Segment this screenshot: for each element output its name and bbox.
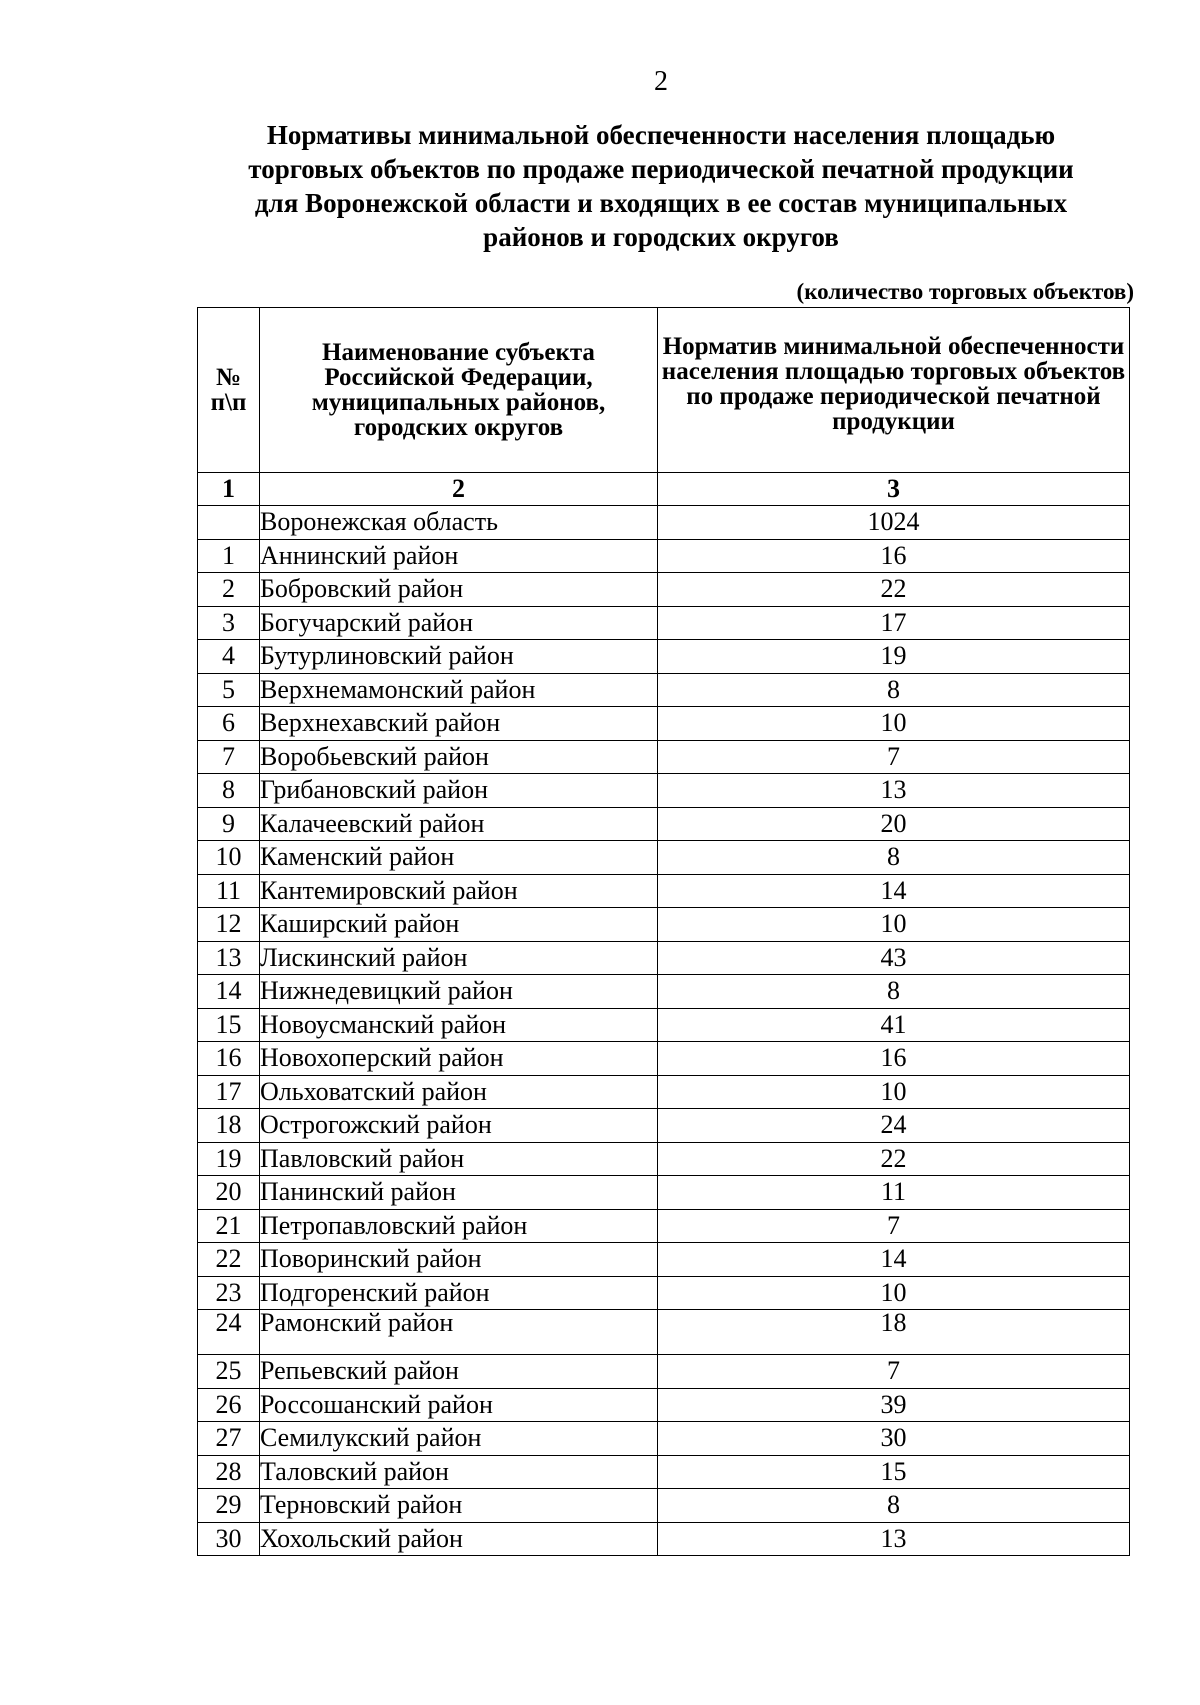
row-name: Новоусманский район: [260, 1008, 658, 1042]
table-row: [198, 1310, 1130, 1355]
table-header-row: [198, 308, 1130, 473]
row-number: 14: [198, 975, 260, 1009]
column-index-row: [198, 473, 1130, 506]
table-row: [198, 1008, 1130, 1042]
table-row: [198, 1355, 1130, 1389]
table-row: [198, 841, 1130, 875]
table-row: [198, 908, 1130, 942]
table-row: [198, 1276, 1130, 1310]
table-row: [198, 807, 1130, 841]
row-value: 16: [658, 1042, 1130, 1076]
row-name: Лискинский район: [260, 941, 658, 975]
row-number: 8: [198, 774, 260, 808]
table-row: [198, 1522, 1130, 1556]
row-value: 13: [658, 1522, 1130, 1556]
table-row: [198, 1176, 1130, 1210]
table-row: [198, 1489, 1130, 1523]
row-number: 21: [198, 1209, 260, 1243]
row-value: 41: [658, 1008, 1130, 1042]
row-name: Россошанский район: [260, 1388, 658, 1422]
row-value: 10: [658, 908, 1130, 942]
column-index: 2: [260, 473, 658, 506]
row-value: 10: [658, 707, 1130, 741]
row-value: 30: [658, 1422, 1130, 1456]
row-name: Каширский район: [260, 908, 658, 942]
row-value: 10: [658, 1276, 1130, 1310]
row-number: 6: [198, 707, 260, 741]
row-name: Острогожский район: [260, 1109, 658, 1143]
row-name: Петропавловский район: [260, 1209, 658, 1243]
row-value: 13: [658, 774, 1130, 808]
table-row: [198, 1109, 1130, 1143]
header-number: № п\п: [198, 308, 260, 473]
row-name: Грибановский район: [260, 774, 658, 808]
title-line: Нормативы минимальной обеспеченности населения площадью: [266, 120, 1056, 150]
row-number: 12: [198, 908, 260, 942]
table-row: [198, 774, 1130, 808]
title-line: для Воронежской области и входящих в ее состав муниципальных: [254, 188, 1068, 218]
row-name: Аннинский район: [260, 539, 658, 573]
row-name: Репьевский район: [260, 1355, 658, 1389]
table-row: [198, 506, 1130, 540]
row-value: 24: [658, 1109, 1130, 1143]
row-name: Верхнемамонский район: [260, 673, 658, 707]
row-name: Верхнехавский район: [260, 707, 658, 741]
table-row: [198, 740, 1130, 774]
row-name: Поворинский район: [260, 1243, 658, 1277]
row-name: Богучарский район: [260, 606, 658, 640]
row-number: 26: [198, 1388, 260, 1422]
row-name: Воронежская область: [260, 506, 658, 540]
header-norm-text: Норматив минимальной обеспеченности населения площадью торговых объектов по продаже периодической печатной продукции: [661, 333, 1126, 435]
row-name: Каменский район: [260, 841, 658, 875]
row-name: Бутурлиновский район: [260, 640, 658, 674]
table-row: [198, 573, 1130, 607]
row-number: 19: [198, 1142, 260, 1176]
row-number: 20: [198, 1176, 260, 1210]
row-number: 13: [198, 941, 260, 975]
row-number: 3: [198, 606, 260, 640]
row-name: Семилукский район: [260, 1422, 658, 1456]
table-row: [198, 707, 1130, 741]
table-row: [198, 874, 1130, 908]
row-number: 30: [198, 1522, 260, 1556]
row-value: 11: [658, 1176, 1130, 1210]
row-name: Новохоперский район: [260, 1042, 658, 1076]
row-value: 8: [658, 673, 1130, 707]
row-value: 22: [658, 1142, 1130, 1176]
table-row: [198, 1042, 1130, 1076]
row-number: 25: [198, 1355, 260, 1389]
row-value: 8: [658, 841, 1130, 875]
row-number: 23: [198, 1276, 260, 1310]
table-body: [198, 506, 1130, 1556]
table-row: [198, 1455, 1130, 1489]
table-row: [198, 1422, 1130, 1456]
table-row: [198, 606, 1130, 640]
row-number: 10: [198, 841, 260, 875]
row-name: Хохольский район: [260, 1522, 658, 1556]
norms-table: [197, 307, 1130, 1556]
row-value: 1024: [658, 506, 1130, 540]
row-value: 19: [658, 640, 1130, 674]
header-name: Наименование субъекта Российской Федерации, муниципальных районов, городских округов: [260, 308, 658, 473]
table-row: [198, 1209, 1130, 1243]
row-name: Панинский район: [260, 1176, 658, 1210]
row-value: 14: [658, 1243, 1130, 1277]
page-number: 2: [654, 66, 668, 97]
row-number: 5: [198, 673, 260, 707]
header-norm: [658, 308, 1130, 473]
row-number: 16: [198, 1042, 260, 1076]
row-name: Бобровский район: [260, 573, 658, 607]
column-index: 3: [658, 473, 1130, 506]
row-value: 8: [658, 975, 1130, 1009]
row-number: 29: [198, 1489, 260, 1523]
table-row: [198, 640, 1130, 674]
row-number: 1: [198, 539, 260, 573]
row-name: Нижнедевицкий район: [260, 975, 658, 1009]
row-name: Калачеевский район: [260, 807, 658, 841]
row-number: 28: [198, 1455, 260, 1489]
row-value: 16: [658, 539, 1130, 573]
row-value: 7: [658, 1209, 1130, 1243]
row-number: 7: [198, 740, 260, 774]
row-number: 2: [198, 573, 260, 607]
table-row: [198, 941, 1130, 975]
row-number: 11: [198, 874, 260, 908]
row-value: 22: [658, 573, 1130, 607]
row-name: Павловский район: [260, 1142, 658, 1176]
row-name: Ольховатский район: [260, 1075, 658, 1109]
row-value: 8: [658, 1489, 1130, 1523]
row-number: [198, 506, 260, 540]
table-row: [198, 975, 1130, 1009]
table-row: [198, 1388, 1130, 1422]
row-name: Кантемировский район: [260, 874, 658, 908]
row-number: 4: [198, 640, 260, 674]
row-number: 15: [198, 1008, 260, 1042]
unit-note: (количество торговых объектов): [796, 279, 1134, 304]
row-value: 17: [658, 606, 1130, 640]
document-title: [0, 118, 1200, 254]
row-number: 22: [198, 1243, 260, 1277]
row-number: 27: [198, 1422, 260, 1456]
table-row: [198, 1243, 1130, 1277]
row-value: 43: [658, 941, 1130, 975]
row-name: Терновский район: [260, 1489, 658, 1523]
row-value: 18: [658, 1310, 1130, 1355]
row-name: Воробьевский район: [260, 740, 658, 774]
row-value: 7: [658, 1355, 1130, 1389]
row-value: 15: [658, 1455, 1130, 1489]
title-line: районов и городских округов: [483, 222, 839, 252]
row-number: 24: [198, 1310, 260, 1355]
row-number: 9: [198, 807, 260, 841]
row-value: 7: [658, 740, 1130, 774]
title-line: торговых объектов по продаже периодической печатной продукции: [248, 154, 1074, 184]
column-index: 1: [198, 473, 260, 506]
row-value: 20: [658, 807, 1130, 841]
table-row: [198, 539, 1130, 573]
row-name: Рамонский район: [260, 1310, 658, 1355]
row-value: 10: [658, 1075, 1130, 1109]
row-number: 18: [198, 1109, 260, 1143]
row-name: Таловский район: [260, 1455, 658, 1489]
row-number: 17: [198, 1075, 260, 1109]
table-row: [198, 1075, 1130, 1109]
row-value: 14: [658, 874, 1130, 908]
row-value: 39: [658, 1388, 1130, 1422]
table-row: [198, 673, 1130, 707]
table-row: [198, 1142, 1130, 1176]
row-name: Подгоренский район: [260, 1276, 658, 1310]
